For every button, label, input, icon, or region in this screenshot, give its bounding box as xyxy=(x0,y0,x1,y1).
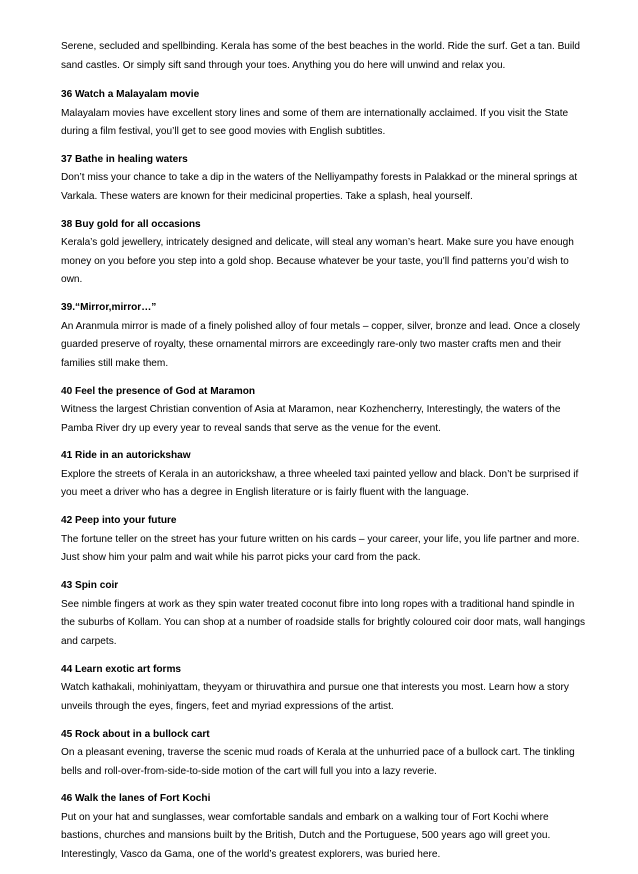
section-heading: 38 Buy gold for all occasions xyxy=(61,218,201,230)
section-heading: 43 Spin coir xyxy=(61,580,119,592)
section-body: Kerala’s gold jewellery, intricately designed and delicate, will steal any woman’s heart. Make sure you have enough money on you before you step into a gold shop. Because whatever be your taste, you’ll find patterns you’d wish to own. xyxy=(61,237,574,286)
section-37 xyxy=(61,151,586,207)
section-46 xyxy=(61,790,586,864)
section-heading: 42 Peep into your future xyxy=(61,515,177,527)
section-heading: 41 Ride in an autorickshaw xyxy=(61,450,191,462)
section-body: Explore the streets of Kerala in an autorickshaw, a three wheeled taxi painted yellow and black. Don’t be surprised if you meet a driver who has a degree in English literature or is fairly fluent with the language. xyxy=(61,468,579,499)
section-body: On a pleasant evening, traverse the scenic mud roads of Kerala at the unhurried pace of a bullock cart. The tinkling bells and roll-over-from-side-to-side motion of the cart will full you into a lazy reverie. xyxy=(61,747,575,777)
section-body: Put on your hat and sunglasses, wear comfortable sandals and embark on a walking tour of Fort Kochi where bastions, churches and mansions built by the British, Dutch and the Portuguese, 500 years ago will greet you. Interestingly, Vasco da Gama, one of the world’s greatest explorers, was buried here. xyxy=(61,811,551,860)
section-41 xyxy=(61,447,586,503)
section-heading: 44 Learn exotic art forms xyxy=(61,663,182,675)
section-body: Don’t miss your chance to take a dip in the waters of the Nelliyampathy forests in Palakkad or the mineral springs at Varkala. These waters are known for their medicinal properties. Take a splash, heal yourself. xyxy=(61,172,578,202)
section-42 xyxy=(61,512,586,568)
section-heading: 40 Feel the presence of God at Maramon xyxy=(61,385,256,397)
section-heading: 36 Watch a Malayalam movie xyxy=(61,89,200,100)
section-38 xyxy=(61,216,586,290)
intro-paragraph: Serene, secluded and spellbinding. Kerala has some of the best beaches in the world. Ride the surf. Get a tan. Build sand castles. Or simply sift sand through your toes. Anything you do here will unwind and relax you. xyxy=(61,41,581,71)
section-40 xyxy=(61,383,586,439)
section-36 xyxy=(61,86,586,142)
section-44 xyxy=(61,661,586,717)
section-45 xyxy=(61,726,586,782)
section-heading: 39.“Mirror,mirror…” xyxy=(61,302,157,314)
section-body: Witness the largest Christian convention of Asia at Maramon, near Kozhencherry, Interestingly, the waters of the Pamba River dry up every year to reveal sands that serve as the venue for the event. xyxy=(61,404,561,434)
section-body: See nimble fingers at work as they spin water treated coconut fibre into long ropes with a traditional hand spindle in the suburbs of Kollam. You can shop at a number of roadside stalls for brightly coloured coir door mats, wall hangings and carpets. xyxy=(61,598,586,647)
section-heading: 45 Rock about in a bullock cart xyxy=(61,728,210,740)
section-body: The fortune teller on the street has your future written on his cards – your career, your life, you life partner and more. Just show him your palm and wait while his parrot picks your card from the pack. xyxy=(61,533,580,564)
section-heading: 37 Bathe in healing waters xyxy=(61,153,188,165)
section-heading: 46 Walk the lanes of Fort Kochi xyxy=(61,793,211,805)
section-body: Malayalam movies have excellent story lines and some of them are internationally acclaimed. If you visit the State during a film festival, you’ll get to see good movies with English subtitles. xyxy=(61,107,569,137)
section-43 xyxy=(61,577,586,651)
section-39 xyxy=(61,299,586,373)
section-body: An Aranmula mirror is made of a finely polished alloy of four metals – copper, silver, bronze and lead. Once a closely guarded preserve of royalty, these ornamental mirrors are exceedingly rare-only two master crafts men and their families still make them. xyxy=(61,320,580,369)
document-page xyxy=(61,38,586,874)
section-body: Watch kathakali, mohiniyattam, theyyam or thiruvathira and pursue one that interests you most. Learn how a story unveils through the eyes, fingers, feet and myriad expressions of the artist. xyxy=(61,682,569,712)
